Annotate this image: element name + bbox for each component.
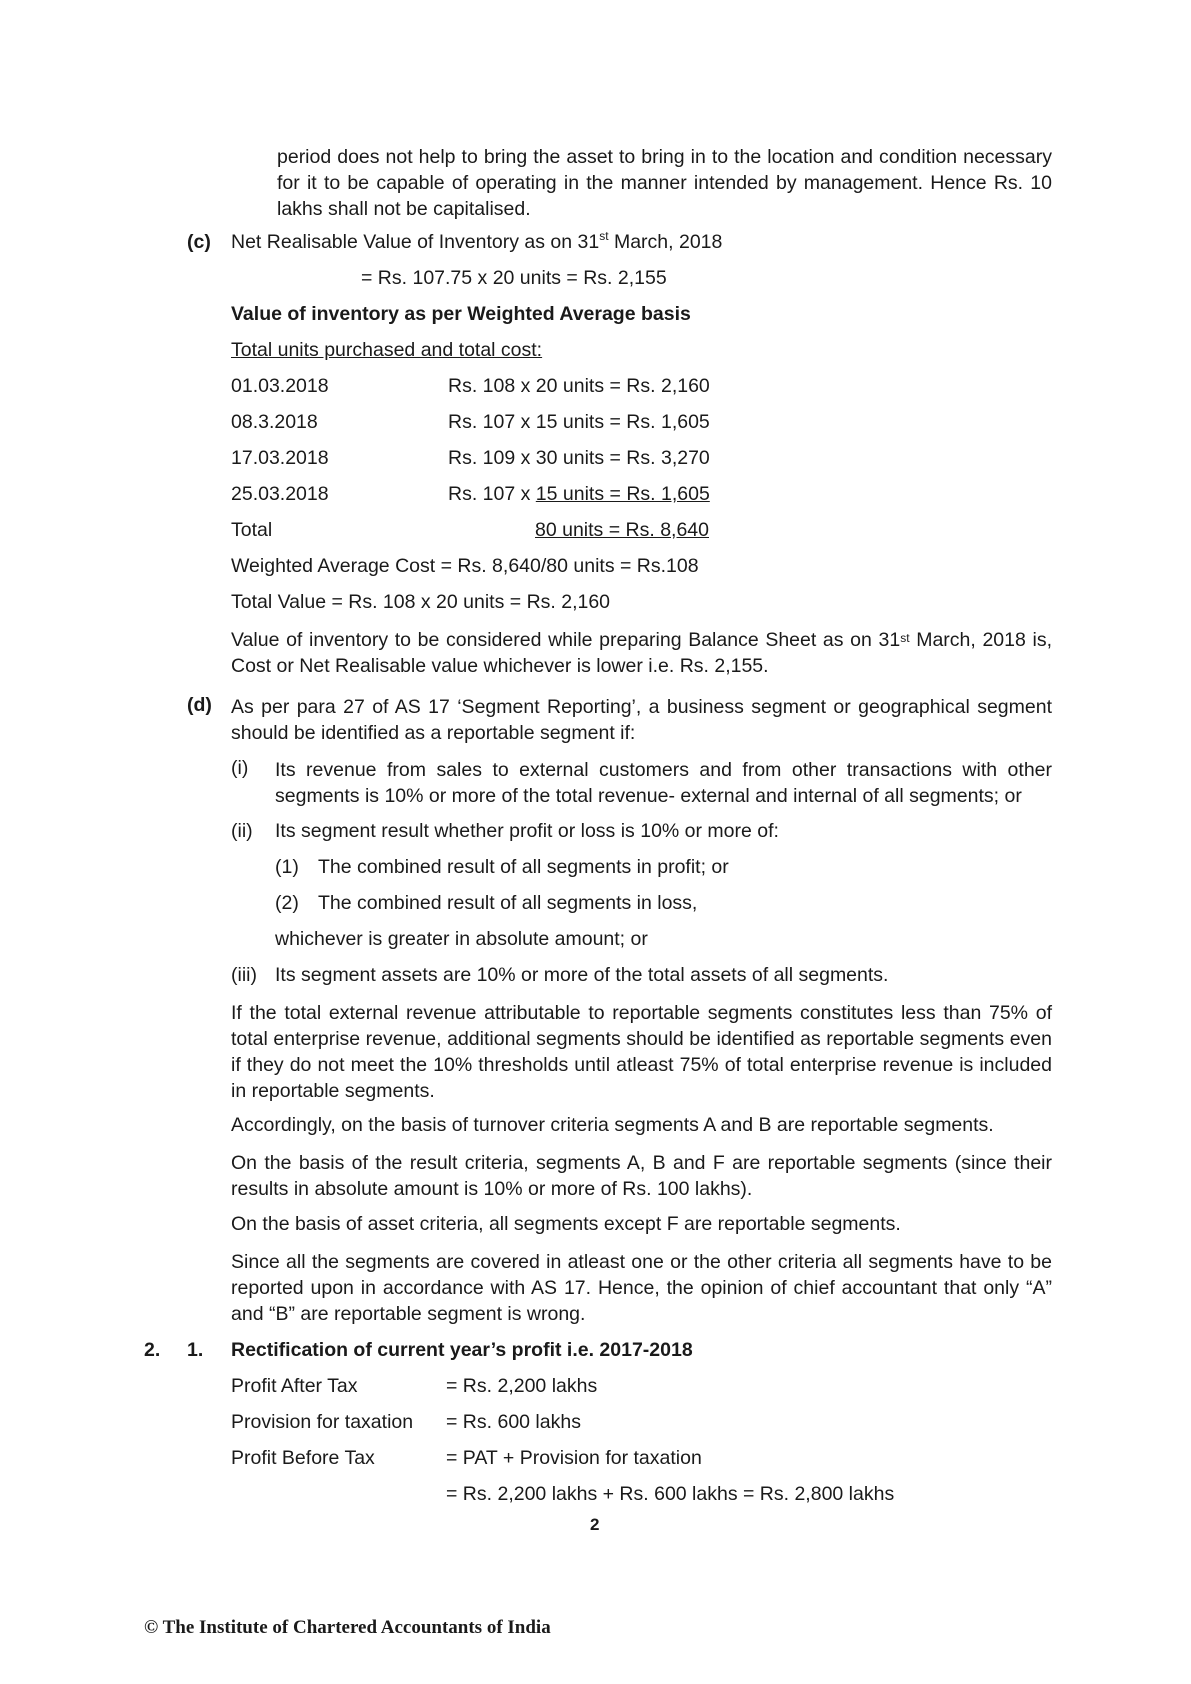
purchase-date: 17.03.2018 (231, 447, 329, 469)
segment-intro: As per para 27 of AS 17 ‘Segment Reporting’, a business segment or geographical segment should be identified as a reportable segment if: (231, 696, 1052, 744)
paragraph-75-percent: If the total external revenue attributable to reportable segments constitutes less than 75% of total enterprise revenue, additional segments should be identified as reportable segments even if they do not meet the 10% thresholds until atleast 75% of total enterprise revenue is included in reportable segments. (231, 1002, 1052, 1102)
purchase-calc: Rs. 108 x 20 units = Rs. 2,160 (448, 375, 710, 397)
purchase-calc: Rs. 109 x 30 units = Rs. 3,270 (448, 447, 710, 469)
criterion-i-label: (i) (231, 757, 249, 779)
paragraph-asset: On the basis of asset criteria, all segments except F are reportable segments. (231, 1213, 901, 1235)
purchase-date: 01.03.2018 (231, 375, 329, 397)
criterion-ii-text: Its segment result whether profit or loss is 10% or more of: (275, 820, 779, 842)
units-heading: Total units purchased and total cost: (231, 339, 543, 361)
inventory-conclusion: Value of inventory to be considered while preparing Balance Sheet as on 31st March, 2018 is, Cost or Net Realisable value whichever is lower i.e. Rs. 2,155. (231, 629, 1052, 677)
criterion-iii-text: Its segment assets are 10% or more of the total assets of all segments. (275, 964, 889, 986)
sub-criterion-2-text: The combined result of all segments in loss, (318, 892, 698, 914)
total-value-line: Total Value = Rs. 108 x 20 units = Rs. 2,160 (231, 591, 611, 613)
page-number: 2 (590, 1515, 600, 1534)
intro-paragraph: period does not help to bring the asset to bring in to the location and condition necessary for it to be capable of operating in the manner intended by management. Hence Rs. 10 lakhs shall not be capitalised. (277, 146, 1052, 220)
purchase-calc: Rs. 107 x 15 units = Rs. 1,605 (448, 483, 710, 505)
nrv-calculation: = Rs. 107.75 x 20 units = Rs. 2,155 (361, 267, 667, 289)
profit-row-label: Provision for taxation (231, 1411, 414, 1433)
profit-row-label: Profit Before Tax (231, 1447, 375, 1469)
sub-criterion-1-text: The combined result of all segments in profit; or (318, 856, 729, 878)
criterion-ii-label: (ii) (231, 820, 253, 842)
paragraph-turnover: Accordingly, on the basis of turnover criteria segments A and B are reportable segments. (231, 1114, 994, 1136)
profit-row-value: = PAT + Provision for taxation (446, 1447, 702, 1469)
item-d-label: (d) (187, 694, 212, 716)
purchase-calc: Rs. 107 x 15 units = Rs. 1,605 (448, 411, 710, 433)
item-c-label: (c) (187, 231, 211, 253)
profit-row-label: Profit After Tax (231, 1375, 358, 1397)
criterion-iii-label: (iii) (231, 964, 257, 986)
profit-before-tax-calc: = Rs. 2,200 lakhs + Rs. 600 lakhs = Rs. 2,800 lakhs (446, 1483, 895, 1505)
nrv-line: Net Realisable Value of Inventory as on 31st March, 2018 (231, 229, 723, 253)
paragraph-conclusion: Since all the segments are covered in atleast one or the other criteria all segments have to be reported upon in accordance with AS 17. Hence, the opinion of chief accountant that only “A” and “B” are reportable segment is wrong. (231, 1251, 1052, 1325)
profit-row-value: = Rs. 600 lakhs (446, 1411, 581, 1433)
weighted-average-cost: Weighted Average Cost = Rs. 8,640/80 units = Rs.108 (231, 555, 699, 577)
whichever-line: whichever is greater in absolute amount; or (275, 928, 648, 950)
footer-copyright: © The Institute of Chartered Accountants of India (144, 1617, 551, 1638)
sub-criterion-1-label: (1) (275, 856, 299, 878)
profit-row-value: = Rs. 2,200 lakhs (446, 1375, 598, 1397)
total-label: Total (231, 519, 273, 541)
sub-criterion-2-label: (2) (275, 892, 299, 914)
paragraph-result: On the basis of the result criteria, segments A, B and F are reportable segments (since their results in absolute amount is 10% or more of Rs. 100 lakhs). (231, 1152, 1052, 1200)
criterion-i-text: Its revenue from sales to external customers and from other transactions with other segments is 10% or more of the total revenue- external and internal of all segments; or (275, 759, 1052, 807)
question-number: 2. (144, 1339, 161, 1361)
rectification-heading: Rectification of current year’s profit i.e. 2017-2018 (231, 1339, 693, 1361)
purchase-date: 08.3.2018 (231, 411, 318, 433)
sub-question-number: 1. (187, 1339, 204, 1361)
total-value: 80 units = Rs. 8,640 (535, 519, 709, 541)
purchase-date: 25.03.2018 (231, 483, 329, 505)
weighted-average-heading: Value of inventory as per Weighted Average basis (231, 303, 691, 325)
